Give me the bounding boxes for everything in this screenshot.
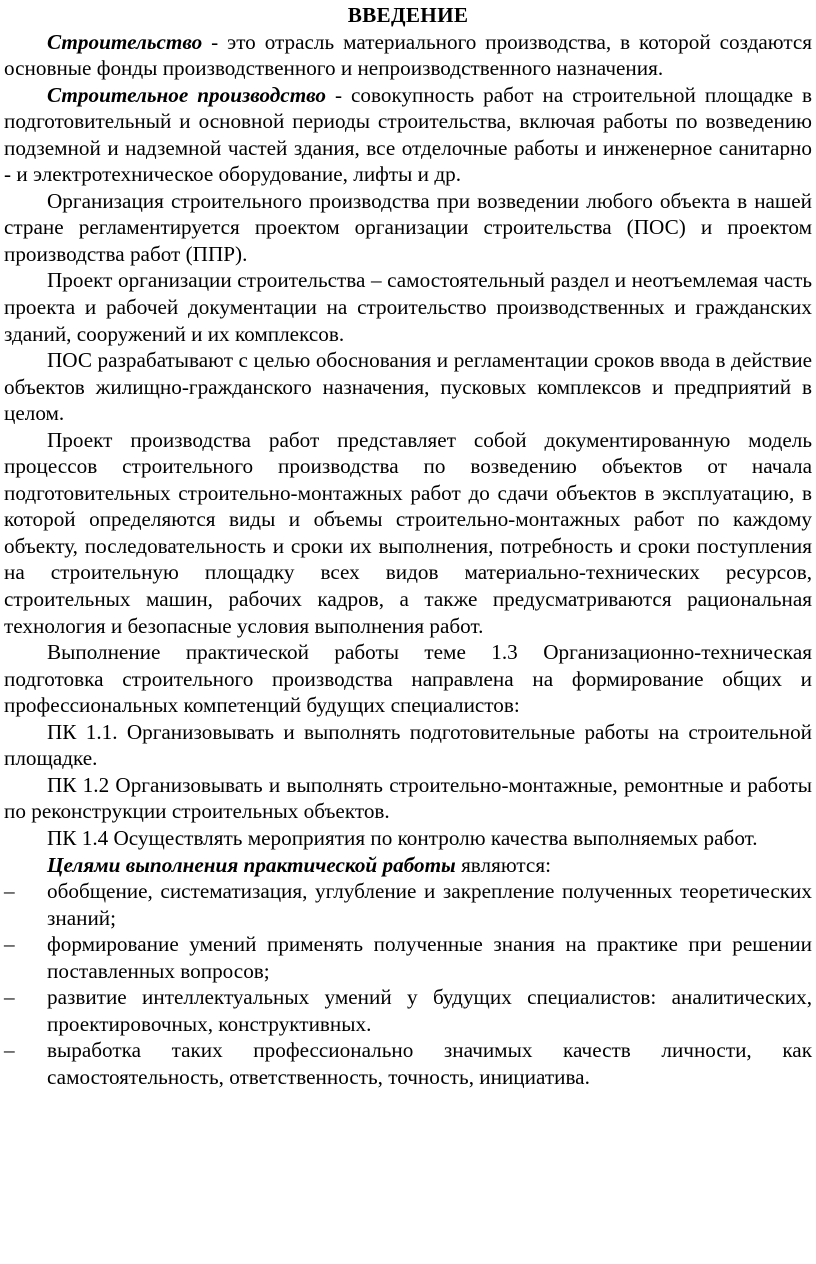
term-construction-production: Строительное производство [47,82,326,107]
list-bullet: – [4,985,15,1010]
list-item [4,984,812,1037]
paragraph-pk-1-1: ПК 1.1. Организовывать и выполнять подготовительные работы на строительной площадке. [4,719,812,771]
list-bullet: – [4,879,15,904]
list-item-text: развитие интеллектуальных умений у будущих специалистов: аналитических, проектировочных, конструктивных. [47,985,812,1036]
paragraph-ppr-definition: Проект производства работ представляет собой документированную модель процессов строительного производства по возведению объектов от начала подготовительных строительно-монтажных работ до сдачи объектов в эксплуатацию, в которой определяются виды и объемы строительно-монтажных работ по каждому объекту, последовательность и сроки их выполнения, потребность и сроки поступления на строительную площадку всех видов материально-технических ресурсов, строительных машин, рабочих кадров, а также предусматриваются рациональная технология и безопасные условия выполнения работ. [4,427,812,638]
paragraph-organization: Организация строительного производства при возведении любого объекта в нашей стране регламентируется проектом организации строительства (ПОС) и проектом производства работ (ППР). [4,188,812,266]
list-item [4,1037,812,1090]
paragraph-pk-1-2: ПК 1.2 Организовывать и выполнять строительно-монтажные, ремонтные и работы по реконструкции строительных объектов. [4,772,812,824]
goals-list [4,878,812,1090]
paragraph-pk-1-4: ПК 1.4 Осуществлять мероприятия по контролю качества выполняемых работ. [47,825,758,850]
paragraph-goals-heading [4,852,812,879]
list-item-text: обобщение, систематизация, углубление и закрепление полученных теоретических знаний; [47,879,812,930]
paragraph-pos-purpose: ПОС разрабатывают с целью обоснования и регламентации сроков ввода в действие объектов жилищно-гражданского назначения, пусковых комплексов и предприятий в целом. [4,348,812,426]
list-bullet: – [4,1038,15,1063]
paragraph-text: - совокупность работ на строительной площадке в подготовительный и основной периоды строительства, включая работы по возведению подземной и надземной частей здания, все отделочные работы и инженерное санитарно - и электротехническое оборудование, лифты и др. [4,82,812,187]
list-item-text: выработка таких профессионально значимых качеств личности, как самостоятельность, ответственность, точность, инициатива. [47,1038,812,1089]
paragraph-construction-production-definition [4,82,812,188]
paragraph-construction-definition [4,29,812,82]
paragraph-text: - это отрасль материального производства, в которой создаются основные фонды производственного и непроизводственного назначения. [4,29,812,81]
paragraph-pos-definition: Проект организации строительства – самостоятельный раздел и неотъемлемая часть проекта и рабочей документации на строительство производственных и гражданских зданий, сооружений и их комплексов. [4,268,812,346]
paragraph-text: являются: [455,852,551,877]
term-construction: Строительство [47,29,203,54]
list-item [4,931,812,984]
list-bullet: – [4,932,15,957]
paragraph-practical-work: Выполнение практической работы теме 1.3 Организационно-техническая подготовка строительного производства направлена на формирование общих и профессиональных компетенций будущих специалистов: [4,640,812,718]
list-item-text: формирование умений применять полученные знания на практике при решении поставленных вопросов; [47,932,812,983]
term-goals: Целями выполнения практической работы [47,852,456,877]
page-title: ВВЕДЕНИЕ [347,3,469,27]
list-item [4,878,812,931]
